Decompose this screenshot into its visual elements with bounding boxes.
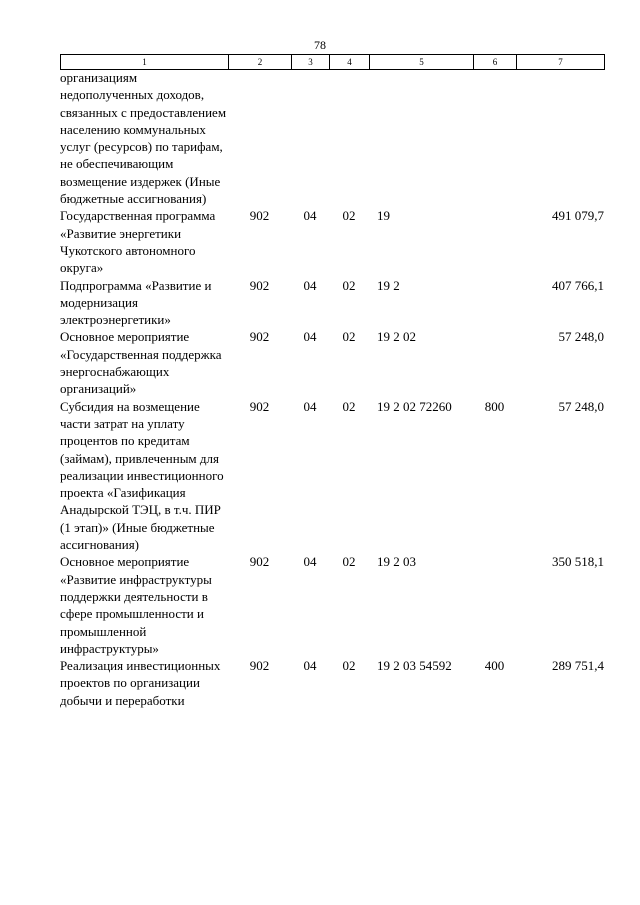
row-target-article: 19 2 03 — [377, 554, 416, 570]
column-header-5: 5 — [370, 55, 474, 70]
row-subsection: 02 — [342, 329, 356, 345]
row-admin-code: 902 — [249, 398, 270, 414]
row-admin-code: 902 — [249, 329, 270, 345]
row-amount: 289 751,4 — [552, 658, 604, 674]
table-row — [60, 328, 604, 397]
row-target-article — [369, 69, 473, 207]
budget-table-body — [60, 69, 604, 709]
row-subsection: 02 — [342, 277, 356, 293]
row-amount: 407 766,1 — [552, 277, 604, 293]
column-header-2: 2 — [229, 55, 292, 70]
row-target-article: 19 2 03 54592 — [377, 658, 452, 674]
row-subsection: 02 — [342, 658, 356, 674]
column-header-7: 7 — [517, 55, 605, 70]
row-section: 04 — [303, 277, 317, 293]
row-name: Реализация инвестиционных проектов по организации добычи и переработки — [60, 658, 221, 708]
row-section: 04 — [303, 658, 317, 674]
row-name: Основное мероприятие «Государственная поддержка энергоснабжающих организаций» — [60, 329, 222, 397]
column-header-4: 4 — [330, 55, 370, 70]
table-row — [60, 277, 604, 329]
row-name: Подпрограмма «Развитие и модернизация электроэнергетики» — [60, 277, 212, 328]
row-expense-type — [473, 277, 516, 329]
row-name: Субсидия на возмещение части затрат на уплату процентов по кредитам (займам), привлеченным для реализации инвестиционного проекта «Газификация Анадырской ТЭЦ, в т.ч. ПИР (1 этап)» (Иные бюджетные ассигнования) — [60, 398, 224, 553]
row-section: 04 — [303, 329, 317, 345]
row-target-article: 19 2 02 72260 — [377, 398, 452, 414]
row-admin-code: 902 — [249, 658, 270, 674]
row-amount: 491 079,7 — [552, 208, 604, 224]
row-expense-type — [473, 69, 516, 207]
row-admin-code: 902 — [249, 554, 270, 570]
column-header-3: 3 — [292, 55, 330, 70]
row-section — [291, 69, 329, 207]
row-expense-type — [473, 328, 516, 397]
row-name: Государственная программа «Развитие энергетики Чукотского автономного округа» — [60, 208, 216, 276]
row-subsection: 02 — [342, 554, 356, 570]
page-number: 78 — [314, 38, 326, 52]
table-row — [60, 207, 604, 276]
table-row — [60, 69, 604, 207]
row-subsection — [329, 69, 369, 207]
row-target-article: 19 — [377, 208, 390, 224]
row-expense-type — [473, 207, 516, 276]
row-target-article: 19 2 02 — [377, 329, 416, 345]
column-header-table — [60, 54, 605, 70]
row-amount: 57 248,0 — [558, 398, 604, 414]
row-amount — [516, 69, 604, 207]
row-target-article: 19 2 — [377, 277, 400, 293]
row-expense-type — [473, 553, 516, 657]
table-row — [60, 398, 604, 554]
row-admin-code — [228, 69, 291, 207]
row-subsection: 02 — [342, 208, 356, 224]
column-header-1: 1 — [61, 55, 229, 70]
row-subsection: 02 — [342, 398, 356, 414]
row-admin-code: 902 — [249, 277, 270, 293]
table-row — [60, 553, 604, 657]
row-amount: 350 518,1 — [552, 554, 604, 570]
column-header-6: 6 — [474, 55, 517, 70]
row-section: 04 — [303, 208, 317, 224]
row-admin-code: 902 — [249, 208, 270, 224]
row-section: 04 — [303, 554, 317, 570]
row-name: Основное мероприятие «Развитие инфраструктуры поддержки деятельности в сфере промышленности и промышленной инфраструктуры» — [60, 554, 212, 656]
row-expense-type: 400 — [484, 658, 505, 674]
row-section: 04 — [303, 398, 317, 414]
budget-table — [60, 69, 604, 709]
row-expense-type: 800 — [484, 398, 505, 414]
row-name: организациям недополученных доходов, связанных с предоставлением населению коммунальных услуг (ресурсов) по тарифам, не обеспечивающим возмещение издержек (Иные бюджетные ассигнования) — [60, 70, 227, 207]
column-number-row — [61, 55, 605, 70]
table-row — [60, 657, 604, 709]
row-amount: 57 248,0 — [558, 329, 604, 345]
